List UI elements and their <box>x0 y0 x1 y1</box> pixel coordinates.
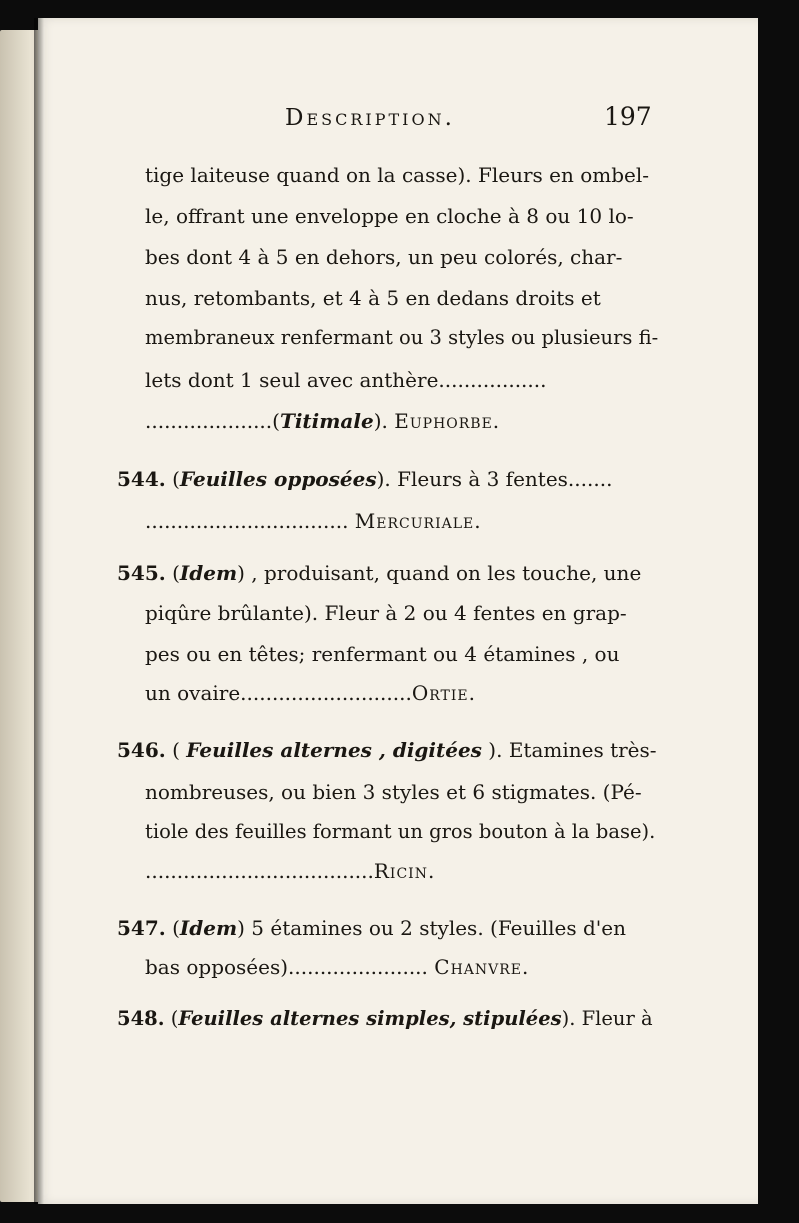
entry-line: 545. (Idem) , produisant, quand on les touche, une <box>117 561 642 585</box>
text-line: piqûre brûlante). Fleur à 2 ou 4 fentes en grap- <box>145 601 627 625</box>
entry-number: 548. <box>117 1007 165 1030</box>
text-line: membraneux renfermant ou 3 styles ou plusieurs fi- <box>145 326 659 349</box>
gutter-shadow <box>34 18 44 1204</box>
entry-line: 548. (Feuilles alternes simples, stipulées). Fleur à <box>117 1007 653 1030</box>
genus-name: Euphorbe. <box>394 409 501 433</box>
text-line: un ovaire...........................Ortie. <box>145 681 476 705</box>
text-line: lets dont 1 seul avec anthère................. <box>145 368 547 392</box>
text-line: tige laiteuse quand on la casse). Fleurs en ombel- <box>145 163 650 187</box>
entry-number: 547. <box>117 916 166 940</box>
entry-number: 544. <box>117 467 166 491</box>
running-head: Description. <box>285 105 455 131</box>
entry-line: 546. ( Feuilles alternes , digitées ). Etamines très- <box>117 738 657 762</box>
text-line: nus, retombants, et 4 à 5 en dedans droits et <box>145 286 601 310</box>
text-line: bes dont 4 à 5 en dehors, un peu colorés, char- <box>145 245 623 269</box>
text-line: le, offrant une enveloppe en cloche à 8 ou 10 lo- <box>145 204 634 228</box>
text-line: tiole des feuilles formant un gros bouton à la base). <box>145 820 656 843</box>
page-number: 197 <box>604 102 652 131</box>
text-line: ................................ Mercuriale. <box>145 509 482 533</box>
genus-name: Ricin. <box>373 859 436 883</box>
entry-line: 544. (Feuilles opposées). Fleurs à 3 fentes....... <box>117 467 613 491</box>
entry-line: 547. (Idem) 5 étamines ou 2 styles. (Feuilles d'en <box>117 916 627 940</box>
genus-name: Chanvre. <box>434 955 530 979</box>
text-line: ....................................Ricin. <box>145 859 436 883</box>
text-line: nombreuses, ou bien 3 styles et 6 stigmates. (Pé- <box>145 780 642 804</box>
genus-name: Ortie. <box>411 681 476 705</box>
entry-number: 546. <box>117 738 166 762</box>
entry-number: 545. <box>117 561 166 585</box>
genus-name: Mercuriale. <box>354 509 482 533</box>
text-line: bas opposées)...................... Chanvre. <box>145 955 530 979</box>
text-line: ....................(Titimale). Euphorbe. <box>145 409 501 433</box>
text-line: pes ou en têtes; renfermant ou 4 étamines , ou <box>145 642 620 666</box>
